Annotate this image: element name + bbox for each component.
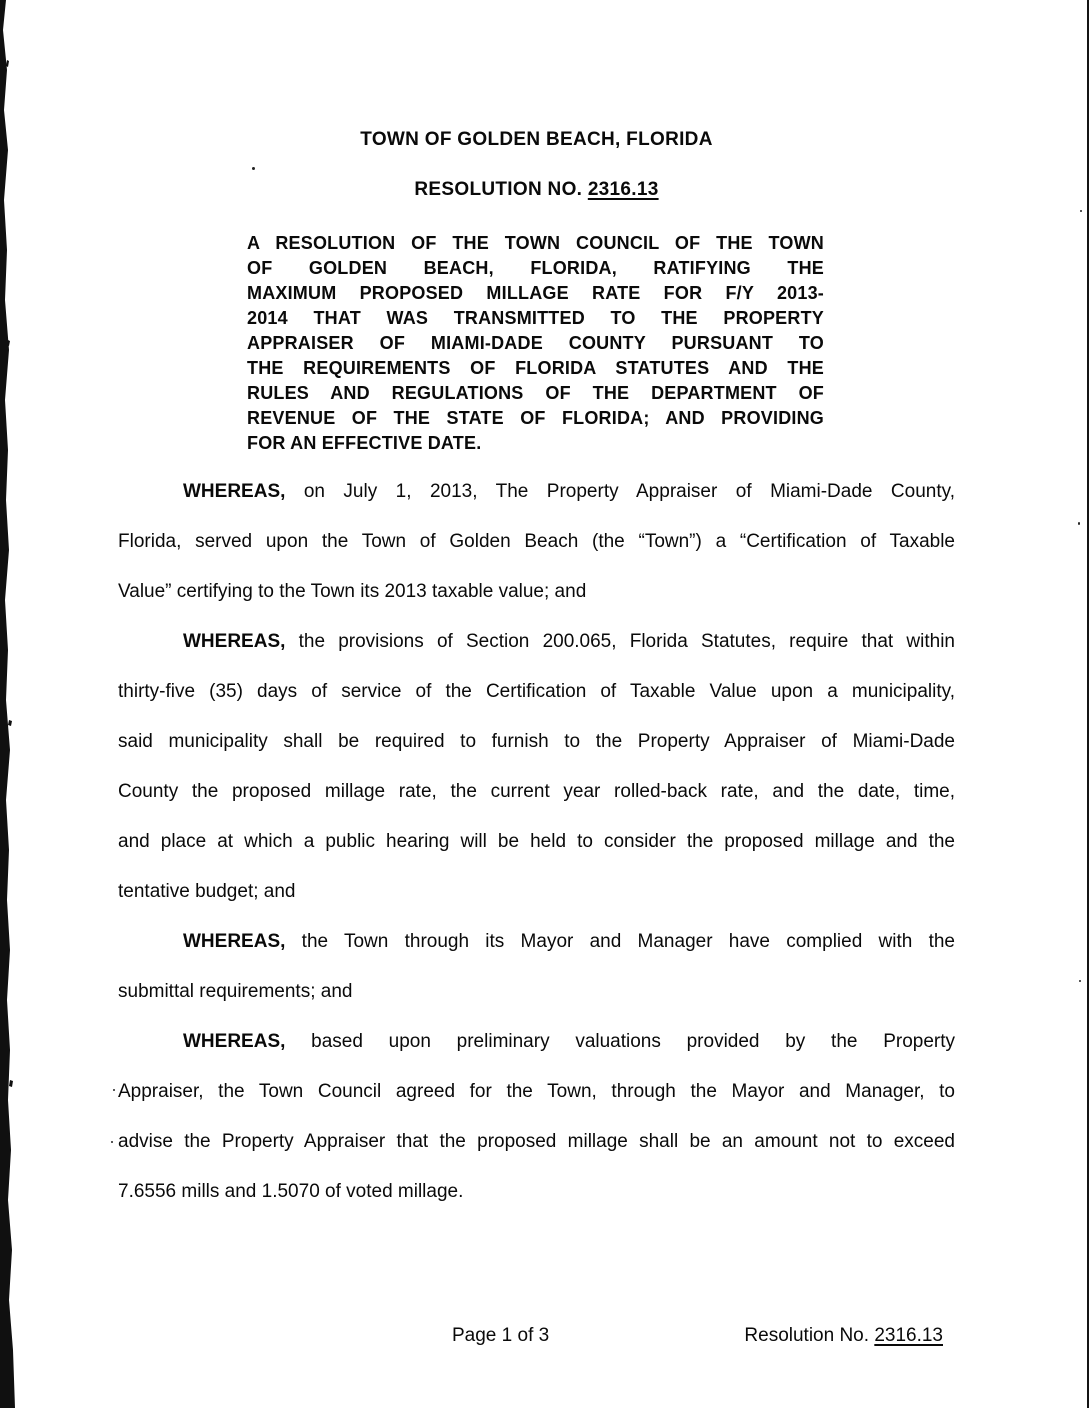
body-line-text: on July 1, 2013, The Property Appraiser of Miami-Dade County, [285, 481, 955, 502]
scan-speck [111, 1141, 113, 1143]
body-line [118, 1017, 955, 1067]
body-line: Florida, served upon the Town of Golden Beach (the “Town”) a “Certification of Taxable [118, 531, 955, 552]
summary-line: A RESOLUTION OF THE TOWN COUNCIL OF THE TOWN [247, 233, 824, 253]
body-line-text: based upon preliminary valuations provided by the Property [285, 1031, 955, 1052]
resolution-heading-label: RESOLUTION NO. [414, 179, 588, 200]
body-line-text: the provisions of Section 200.065, Florida Statutes, require that within [285, 631, 955, 652]
summary-line: 2014 THAT WAS TRANSMITTED TO THE PROPERTY [247, 308, 824, 328]
summary-line: MAXIMUM PROPOSED MILLAGE RATE FOR F/Y 2013- [247, 283, 824, 303]
document-content [118, 0, 955, 1349]
scan-speck [1078, 522, 1080, 525]
footer-resolution-number: 2316.13 [874, 1325, 943, 1346]
body-line [118, 467, 955, 517]
summary-line: FOR AN EFFECTIVE DATE. [247, 433, 482, 453]
document-body [118, 467, 955, 1217]
scan-edge-right-artifact [1087, 0, 1089, 1408]
body-line: County the proposed millage rate, the current year rolled-back rate, and the date, time, [118, 781, 955, 802]
whereas-lead: WHEREAS, [183, 931, 286, 952]
scan-speck [113, 1089, 115, 1091]
summary-line: OF GOLDEN BEACH, FLORIDA, RATIFYING THE [247, 258, 824, 278]
body-line [118, 617, 955, 667]
footer-page-indicator: Page 1 of 3 [452, 1325, 550, 1346]
document-title: TOWN OF GOLDEN BEACH, FLORIDA [360, 129, 713, 150]
body-line-text: the Town through its Mayor and Manager have complied with the [285, 931, 955, 952]
whereas-lead: WHEREAS, [183, 481, 286, 502]
body-line: advise the Property Appraiser that the proposed millage shall be an amount not to exceed [118, 1131, 955, 1152]
resolution-heading [118, 178, 955, 202]
body-line: said municipality shall be required to furnish to the Property Appraiser of Miami-Dade [118, 731, 955, 752]
body-line: Value” certifying to the Town its 2013 taxable value; and [118, 581, 587, 602]
resolution-number: 2316.13 [587, 179, 659, 200]
body-line: 7.6556 mills and 1.5070 of voted millage. [118, 1181, 464, 1202]
footer-resolution-label: Resolution No. [744, 1325, 875, 1346]
scan-edge-left-artifact [0, 0, 20, 1408]
footer-resolution [744, 1323, 943, 1349]
summary-line: APPRAISER OF MIAMI-DADE COUNTY PURSUANT TO [247, 333, 824, 353]
page-footer [118, 1323, 955, 1349]
body-line [118, 917, 955, 967]
body-line: submittal requirements; and [118, 981, 353, 1002]
scan-speck [1079, 980, 1081, 982]
body-line: Appraiser, the Town Council agreed for the Town, through the Mayor and Manager, to [118, 1081, 955, 1102]
body-line: tentative budget; and [118, 881, 296, 902]
summary-line: REVENUE OF THE STATE OF FLORIDA; AND PROVIDING [247, 408, 824, 428]
body-line: and place at which a public hearing will be held to consider the proposed millage and the [118, 831, 955, 852]
summary-line: THE REQUIREMENTS OF FLORIDA STATUTES AND THE [247, 358, 824, 378]
whereas-lead: WHEREAS, [183, 1031, 286, 1052]
whereas-lead: WHEREAS, [183, 631, 286, 652]
summary-line: RULES AND REGULATIONS OF THE DEPARTMENT OF [247, 383, 824, 403]
body-line: thirty-five (35) days of service of the Certification of Taxable Value upon a municipality, [118, 681, 955, 702]
resolution-summary-block [247, 231, 824, 456]
scan-speck [1080, 210, 1082, 212]
